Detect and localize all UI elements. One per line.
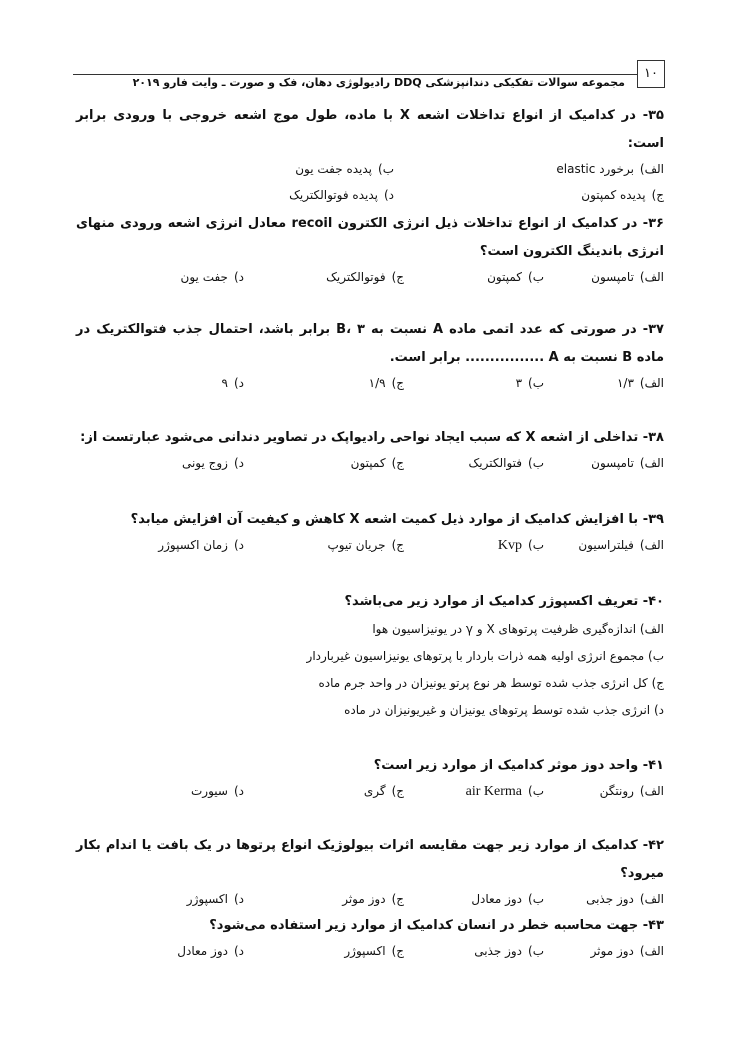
- option-label: د): [233, 376, 244, 390]
- option-label: الف): [639, 784, 664, 798]
- option-text: پدیده کمپتون: [581, 188, 646, 202]
- question-36: [76, 210, 664, 292]
- page-number: ۱۰: [637, 60, 665, 88]
- option-text: پدیده جفت یون: [295, 162, 373, 176]
- options-row: [76, 266, 664, 292]
- option-d[interactable]: [158, 538, 244, 552]
- options-row: [76, 534, 664, 560]
- option-label: ب): [528, 270, 544, 284]
- option-c[interactable]: [327, 538, 404, 552]
- option-a[interactable]: [617, 376, 664, 390]
- option-text: air Kerma: [465, 784, 523, 799]
- option-a[interactable]: [586, 892, 664, 906]
- option-text: ۳: [515, 376, 523, 390]
- question-39: [76, 506, 664, 560]
- question-text: ۴۰- تعریف اکسپوژر کدامیک از موارد زیر می‌باشد؟: [344, 594, 664, 609]
- options-row: [76, 372, 664, 398]
- options-row: [76, 888, 664, 914]
- option-text: تامپسون: [591, 270, 634, 284]
- option-label: د): [653, 703, 664, 717]
- option-text: کمپتون: [487, 270, 523, 284]
- option-text: اکسپوژر: [344, 944, 386, 958]
- option-b[interactable]: [466, 784, 544, 800]
- option-a[interactable]: [591, 944, 664, 958]
- option-d[interactable]: [181, 270, 244, 284]
- option-text: برخورد elastic: [556, 162, 634, 176]
- option-a[interactable]: [591, 270, 664, 284]
- option-text: جریان تیوپ: [327, 538, 386, 552]
- option-label: ج): [391, 944, 404, 958]
- option-text: ۹: [221, 376, 228, 390]
- option-label: ب): [648, 649, 664, 663]
- option-text: سیورت: [191, 784, 228, 798]
- option-b[interactable]: [474, 944, 544, 958]
- question-text: ۳۶- در کدامیک از انواع تداخلات ذیل انرژی الکترون recoil معادل انرژی اشعه ورودی منهای انرژی باندینگ الکترون است؟: [76, 216, 664, 259]
- question-text: ۴۲- کدامیک از موارد زیر جهت مقایسه اثرات بیولوژیک انواع پرتوها در یک بافت یا اندام بکار میرود؟: [76, 838, 664, 881]
- option-label: د): [233, 944, 244, 958]
- option-text: زمان اکسپوژر: [158, 538, 228, 552]
- option-d[interactable]: [222, 376, 244, 390]
- option-b[interactable]: [76, 643, 664, 670]
- option-label: د): [383, 188, 394, 202]
- option-b[interactable]: [487, 270, 544, 284]
- question-38: [76, 424, 664, 478]
- option-label: الف): [639, 270, 664, 284]
- option-text: فوتوالکتریک: [326, 270, 386, 284]
- option-label: ج): [391, 784, 404, 798]
- option-label: الف): [639, 622, 664, 636]
- options-grid: [76, 184, 664, 210]
- option-c[interactable]: [364, 784, 404, 798]
- question-text: ۳۵- در کدامیک از انواع تداخلات اشعه X با ماده، طول موج اشعه خروجی با ورودی برابر است:: [76, 108, 664, 151]
- option-b[interactable]: [469, 456, 544, 470]
- option-a[interactable]: [556, 162, 664, 176]
- option-label: ج): [391, 376, 404, 390]
- option-label: ب): [528, 892, 544, 906]
- option-label: ج): [651, 676, 664, 690]
- option-label: الف): [639, 538, 664, 552]
- options-row: [76, 940, 664, 966]
- option-text: دوز جذبی: [586, 892, 634, 906]
- header-rule: [73, 74, 637, 75]
- option-text: Kvp: [497, 538, 523, 553]
- options-row: [76, 452, 664, 478]
- option-text: ۱/۳: [616, 376, 634, 390]
- option-d[interactable]: [182, 456, 244, 470]
- option-d[interactable]: [187, 892, 244, 906]
- option-b[interactable]: [295, 162, 394, 176]
- question-text: ۳۷- در صورتی که عدد اتمی ماده A نسبت به B، ۳ برابر باشد، احتمال جذب فتوالکتریک در ماده B نسبت به A ................ برابر است.: [76, 322, 664, 365]
- option-label: ب): [528, 376, 544, 390]
- option-text: دوز معادل: [177, 944, 228, 958]
- option-c[interactable]: [342, 892, 404, 906]
- question-42: [76, 832, 664, 914]
- option-d[interactable]: [289, 188, 394, 202]
- option-c[interactable]: [344, 944, 404, 958]
- option-label: ج): [391, 270, 404, 284]
- option-text: مجموع انرژی اولیه همه ذرات باردار با پرتوهای یونیزاسیون غیرباردار: [306, 649, 645, 663]
- option-text: اکسپوژر: [186, 892, 228, 906]
- option-text: زوج یونی: [181, 456, 228, 470]
- option-text: رونتگن: [599, 784, 634, 798]
- option-a[interactable]: [76, 616, 664, 643]
- option-text: ۱/۹: [368, 376, 386, 390]
- option-label: الف): [639, 456, 664, 470]
- option-label: ب): [528, 944, 544, 958]
- option-label: ج): [391, 892, 404, 906]
- option-c[interactable]: [326, 270, 404, 284]
- option-label: الف): [639, 376, 664, 390]
- option-label: د): [233, 456, 244, 470]
- option-label: د): [233, 270, 244, 284]
- option-label: ج): [651, 188, 664, 202]
- option-label: ب): [528, 538, 544, 552]
- option-text: پدیده فوتوالکتریک: [289, 188, 378, 202]
- options-grid: [76, 158, 664, 184]
- options-row: [76, 780, 664, 806]
- option-label: د): [233, 784, 244, 798]
- option-label: ب): [528, 456, 544, 470]
- option-b[interactable]: [516, 376, 544, 390]
- option-label: الف): [639, 892, 664, 906]
- option-text: تامپسون: [591, 456, 634, 470]
- option-label: ج): [391, 456, 404, 470]
- option-label: ب): [378, 162, 394, 176]
- question-35: [76, 102, 664, 210]
- option-text: دوز موثر: [342, 892, 386, 906]
- option-label: د): [233, 538, 244, 552]
- option-text: جفت یون: [180, 270, 228, 284]
- option-label: ج): [391, 538, 404, 552]
- option-label: الف): [639, 944, 664, 958]
- question-41: [76, 752, 664, 806]
- question-text: ۴۱- واحد دوز موثر کدامیک از موارد زیر است؟: [373, 758, 664, 773]
- option-c[interactable]: [581, 188, 664, 202]
- question-text: ۴۳- جهت محاسبه خطر در انسان کدامیک از موارد زیر استفاده می‌شود؟: [209, 918, 664, 933]
- option-label: الف): [639, 162, 664, 176]
- option-text: اندازه‌گیری ظرفیت پرتوهای X و γ در یونیزاسیون هوا: [372, 622, 637, 636]
- option-text: دوز جذبی: [474, 944, 523, 958]
- question-text: ۳۸- تداخلی از اشعه X که سبب ایجاد نواحی رادیواپک در تصاویر دندانی می‌شود عبارتست از:: [80, 430, 664, 445]
- option-b[interactable]: [498, 538, 544, 554]
- option-text: دوز موثر: [590, 944, 634, 958]
- option-c[interactable]: [351, 456, 404, 470]
- question-43: [76, 912, 664, 966]
- question-40: [76, 588, 664, 724]
- option-text: دوز معادل: [471, 892, 523, 906]
- options-list: [76, 616, 664, 724]
- option-c[interactable]: [76, 670, 664, 697]
- option-d[interactable]: [177, 944, 244, 958]
- option-text: انرژی جذب شده توسط پرتوهای یونیزان و غیریونیزان در ماده: [344, 703, 651, 717]
- option-label: د): [233, 892, 244, 906]
- header-title: مجموعه سوالات تفکیکی دندانپزشکی DDQ رادیولوژی دهان، فک و صورت ـ وایت فارو ۲۰۱۹: [132, 76, 625, 89]
- question-37: [76, 316, 664, 398]
- option-text: کمپتون: [350, 456, 386, 470]
- page-header: [73, 60, 665, 96]
- option-a[interactable]: [591, 456, 664, 470]
- option-b[interactable]: [471, 892, 544, 906]
- option-text: فیلتراسیون: [578, 538, 634, 552]
- question-text: ۳۹- با افزایش کدامیک از موارد ذیل کمیت اشعه X کاهش و کیفیت آن افزایش میابد؟: [130, 512, 664, 527]
- option-a[interactable]: [578, 538, 664, 552]
- option-a[interactable]: [600, 784, 664, 798]
- option-d[interactable]: [76, 697, 664, 724]
- option-d[interactable]: [191, 784, 244, 798]
- option-c[interactable]: [369, 376, 404, 390]
- option-text: گری: [363, 784, 386, 798]
- option-label: ب): [528, 784, 544, 798]
- option-text: فتوالکتریک: [468, 456, 523, 470]
- option-text: کل انرژی جذب شده توسط هر نوع پرتو یونیزان در واحد جرم ماده: [318, 676, 648, 690]
